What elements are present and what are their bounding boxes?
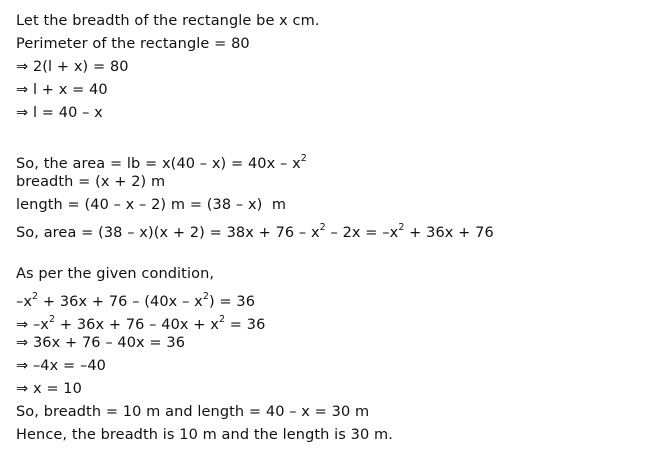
solution-line [16,355,665,378]
solution-line [16,286,665,309]
text-run: + 36x + 76 [404,224,494,241]
solution-line [16,424,665,447]
text-run: ) = 36 [208,293,256,310]
superscript: 2 [202,291,209,302]
solution-line [16,171,665,194]
solution-line [16,148,665,171]
text-run: length = (40 – x – 2) m = (38 – x) m [16,197,287,213]
solution-line: ⇒ l + x = 40 [16,82,108,98]
text-run: ⇒ –4x = –40 [16,358,106,374]
superscript: 2 [319,222,326,233]
solution-line [16,217,665,240]
text-run: breadth = (x + 2) m [16,174,166,190]
solution-line: Perimeter of the rectangle = 80 [16,36,250,52]
text-run: + 36x + 76 – (40x – x [38,293,203,310]
solution-line [16,309,665,332]
text-run: = 36 [225,316,266,333]
paragraph-gap [16,125,665,148]
text-run: So, area = (38 – x)(x + 2) = 38x + 76 – x [16,224,320,241]
solution-line: Let the breadth of the rectangle be x cm. [16,13,320,29]
text-run: – 2x = –x [325,224,399,241]
text-run: –x [16,293,33,310]
paragraph-gap [16,240,665,263]
superscript: 2 [398,222,405,233]
solution-line: ⇒ l = 40 – x [16,105,103,121]
text-run: ⇒ –x [16,316,49,333]
text-run: + 36x + 76 – 40x + x [55,316,219,333]
solution-line: ⇒ 2(l + x) = 80 [16,59,129,75]
superscript: 2 [49,314,56,325]
text-run: Hence, the breadth is 10 m and the length is 30 m. [16,427,393,443]
text-run: ⇒ x = 10 [16,381,82,397]
superscript: 2 [300,153,307,164]
solution-line [16,378,665,401]
solution-line [16,332,665,355]
text-run: So, breadth = 10 m and length = 40 – x = 30 m [16,404,370,420]
solution-line [16,263,665,286]
text-run: ⇒ 36x + 76 – 40x = 36 [16,335,186,351]
solution-line [16,194,665,217]
text-run: As per the given condition, [16,266,215,282]
text-run: So, the area = lb = x(40 – x) = 40x – x [16,155,301,172]
superscript: 2 [218,314,226,325]
superscript: 2 [32,291,39,302]
solution-line [16,401,665,424]
